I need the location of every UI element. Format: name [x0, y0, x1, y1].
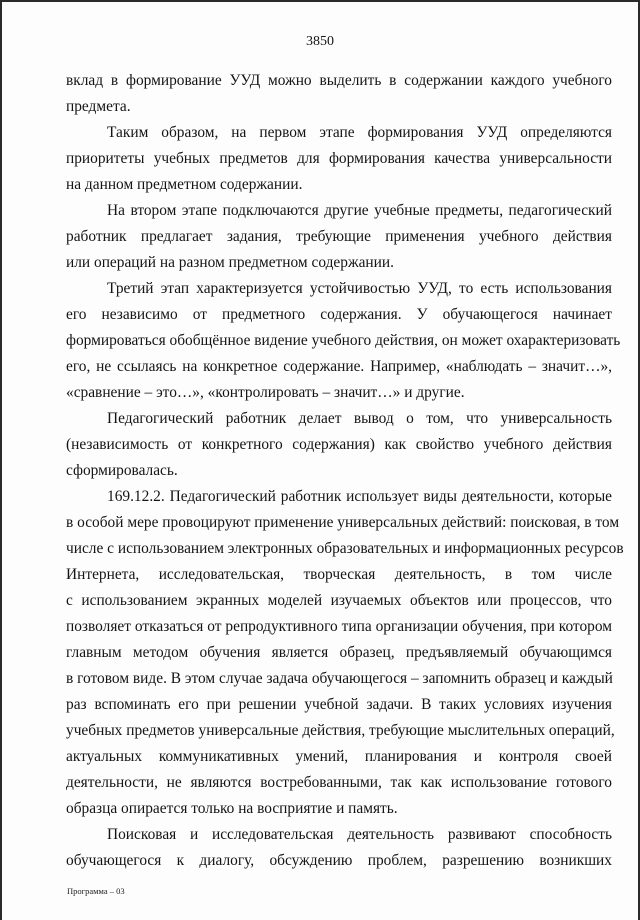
page-number: 3850: [306, 34, 334, 49]
text-line: в особой мере провоцируют применение универсальных действий: поисковая, в том: [66, 514, 620, 531]
text-line: Интернета, исследовательская, творческая деятельность, в том числе: [66, 566, 612, 583]
text-line: позволяет отказаться от репродуктивного типа организации обучения, при котором: [66, 618, 612, 635]
text-line: или операций на разном предметном содержании.: [66, 254, 394, 271]
text-line: На втором этапе подключаются другие учебные предметы, педагогический: [107, 202, 612, 219]
text-line: Таким образом, на первом этапе формирования УУД определяются: [107, 124, 612, 141]
text-line: актуальных коммуникативных умений, планирования и контроля своей: [66, 748, 612, 765]
text-line: главным методом обучения является образец, предъявляемый обучающимся: [66, 644, 612, 661]
body-text: [66, 68, 624, 874]
text-line: Третий этап характеризуется устойчивостью УУД, то есть использования: [107, 280, 612, 297]
text-line: числе с использованием электронных образовательных и информационных ресурсов: [66, 540, 624, 557]
text-line: предмета.: [66, 98, 131, 115]
text-line: Поисковая и исследовательская деятельность развивают способность: [107, 826, 612, 843]
footer-label: Программа – 03: [67, 886, 125, 896]
text-line: раз вспоминать его при решении учебной задачи. В таких условиях изучения: [66, 696, 612, 713]
text-line: «сравнение – это…», «контролировать – значит…» и другие.: [66, 384, 465, 401]
text-line: сформировалась.: [66, 462, 178, 479]
text-line: его независимо от предметного содержания. У обучающегося начинает: [66, 306, 612, 323]
text-line: образца опирается только на восприятие и память.: [66, 800, 398, 817]
text-line: (независимость от конкретного содержания) как свойство учебного действия: [66, 436, 612, 453]
text-line: на данном предметном содержании.: [66, 176, 303, 193]
scan-border-left: [0, 0, 2, 920]
text-line: деятельности, не являются востребованными, так как использование готового: [66, 774, 612, 791]
text-line: вклад в формирование УУД можно выделить в содержании каждого учебного: [66, 72, 612, 89]
text-line: с использованием экранных моделей изучаемых объектов или процессов, что: [66, 592, 612, 609]
scan-border-top: [0, 0, 640, 2]
text-line: обучающегося к диалогу, обсуждению проблем, разрешению возникших: [66, 852, 612, 869]
text-line: учебных предметов универсальные действия, требующие мыслительных операций,: [66, 722, 615, 739]
text-line: 169.12.2. Педагогический работник использует виды деятельности, которые: [107, 488, 612, 505]
text-line: работник предлагает задания, требующие применения учебного действия: [66, 228, 612, 245]
text-line: Педагогический работник делает вывод о том, что универсальность: [107, 410, 612, 427]
text-line: его, не ссылаясь на конкретное содержание. Например, «наблюдать – значит…»,: [66, 358, 612, 375]
text-line: приоритеты учебных предметов для формирования качества универсальности: [66, 150, 612, 167]
text-line: в готовом виде. В этом случае задача обучающегося – запомнить образец и каждый: [66, 670, 613, 687]
text-line: формироваться обобщённое видение учебного действия, он может охарактеризовать: [66, 332, 621, 349]
